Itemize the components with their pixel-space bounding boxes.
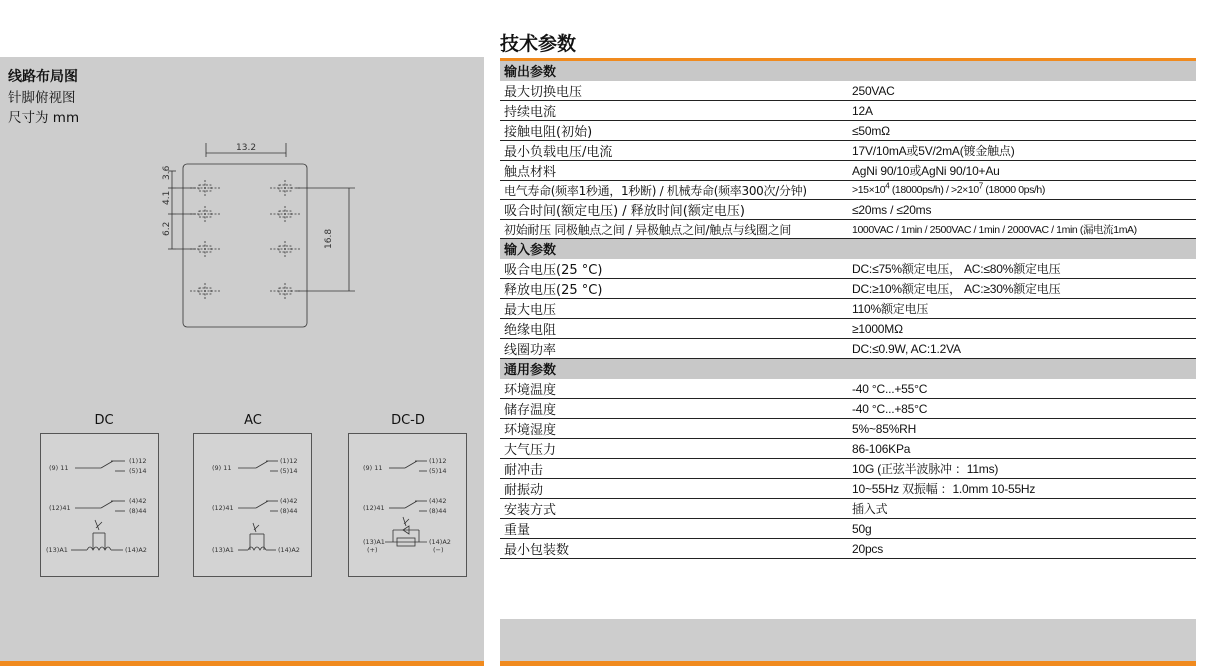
spec-value: 17V/10mA或5V/2mA(镀金触点): [848, 141, 1196, 161]
life-rate: (18000 0ps/h): [982, 184, 1045, 197]
life-electrical: >15×10: [852, 184, 886, 197]
spec-row: [500, 419, 1196, 439]
spec-key: 接触电阻(初始): [500, 121, 848, 141]
pin-label: (8)44: [129, 507, 147, 515]
spec-key: 绝缘电阻: [500, 319, 848, 339]
pin-label: (−): [433, 546, 444, 554]
pin-label: (14)A2: [429, 538, 451, 546]
pin-label: (14)A2: [278, 546, 300, 554]
spec-value: DC:≤0.9W, AC:1.2VA: [848, 339, 1196, 359]
spec-value: DC:≥10%额定电压， AC:≥30%额定电压: [848, 279, 1196, 299]
spec-key: 最大切换电压: [500, 81, 848, 101]
pin-label: (4)42: [429, 497, 447, 505]
spec-row: [500, 319, 1196, 339]
pin-label: (5)14: [429, 467, 447, 475]
spec-row: [500, 161, 1196, 181]
pin-label: (13)A1: [363, 538, 385, 546]
spec-key: 吸合电压(25 °C): [500, 259, 848, 279]
spec-key: 最小负载电压/电流: [500, 141, 848, 161]
circuit-diagram-dc: [40, 433, 159, 577]
pin-layout-diagram: [150, 137, 360, 337]
pin-label: (12)41: [363, 504, 385, 512]
spec-value: DC:≤75%额定电压， AC:≤80%额定电压: [848, 259, 1196, 279]
pin-label: (8)44: [429, 507, 447, 515]
spec-value: AgNi 90/10或AgNi 90/10+Au: [848, 161, 1196, 181]
section-general-title: 通用参数: [500, 359, 1196, 379]
section-output-title: 输出参数: [500, 61, 1196, 81]
spec-row: [500, 339, 1196, 359]
page-title: 技术参数: [500, 33, 577, 55]
spec-key: 重量: [500, 519, 848, 539]
spec-key: 初始耐压 同极触点之间 / 异极触点之间/触点与线圈之间: [500, 220, 848, 239]
pin-label: (1)12: [129, 457, 147, 465]
spec-row: [500, 439, 1196, 459]
pin-label: (+): [367, 546, 378, 554]
spec-value: 12A: [848, 101, 1196, 121]
pin-label: (13)A1: [212, 546, 234, 554]
spec-table: [500, 61, 1196, 559]
spec-value: ≤50mΩ: [848, 121, 1196, 141]
spec-row: [500, 81, 1196, 101]
spec-value: 250VAC: [848, 81, 1196, 101]
circuit-diagram-dc-d: [348, 433, 467, 577]
circuit-diagram-ac: [193, 433, 312, 577]
spec-key: 大气压力: [500, 439, 848, 459]
spec-row: [500, 379, 1196, 399]
pin-label: (12)41: [212, 504, 234, 512]
right-bottom-accent: [500, 661, 1196, 666]
spec-key: 释放电压(25 °C): [500, 279, 848, 299]
spec-row: [500, 181, 1196, 200]
spec-row: [500, 539, 1196, 559]
pin-label: (9) 11: [212, 464, 232, 472]
pin-label: (9) 11: [363, 464, 383, 472]
pin-label: (12)41: [49, 504, 71, 512]
dim-width: 13.2: [236, 143, 257, 153]
spec-key: 耐冲击: [500, 459, 848, 479]
spec-value: 5%~85%RH: [848, 419, 1196, 439]
spec-key: 储存温度: [500, 399, 848, 419]
spec-key: 环境湿度: [500, 419, 848, 439]
wiring-layout-title: 线路布局图: [8, 69, 78, 85]
pin-label: (8)44: [280, 507, 298, 515]
spec-value: -40 °C...+55°C: [848, 379, 1196, 399]
pin-view-subtitle: 针脚俯视图: [8, 90, 76, 106]
spec-key: 电气寿命(频率1秒通，1秒断) / 机械寿命(频率300次/分钟): [500, 181, 848, 200]
left-bottom-accent: [0, 661, 484, 666]
spec-row: [500, 259, 1196, 279]
right-footer-panel: [500, 619, 1196, 661]
units-note: 尺寸为 mm: [8, 110, 80, 126]
dim-c: 6.2: [162, 221, 172, 236]
spec-value: ≤20ms / ≤20ms: [848, 200, 1196, 220]
spec-value: -40 °C...+85°C: [848, 399, 1196, 419]
spec-row: [500, 479, 1196, 499]
spec-row: [500, 399, 1196, 419]
spec-row: [500, 279, 1196, 299]
spec-row: [500, 200, 1196, 220]
circuit-label-ac: AC: [244, 413, 262, 428]
spec-value: 20pcs: [848, 539, 1196, 559]
spec-value: [848, 181, 1196, 200]
spec-value: 110%额定电压: [848, 299, 1196, 319]
spec-value: 86-106KPa: [848, 439, 1196, 459]
pin-label: (14)A2: [125, 546, 147, 554]
spec-value: 50g: [848, 519, 1196, 539]
dim-height: 16.8: [324, 228, 334, 249]
life-mechanical: (18000ps/h) / >2×10: [889, 184, 979, 197]
dim-a: 3.6: [162, 165, 172, 180]
pin-label: (1)12: [429, 457, 447, 465]
spec-row: [500, 220, 1196, 239]
spec-row: [500, 459, 1196, 479]
spec-value: 10G (正弦半波脉冲 ：11ms): [848, 459, 1196, 479]
spec-value: 1000VAC / 1min / 2500VAC / 1min / 2000VAC / 1min (漏电流1mA): [848, 220, 1196, 239]
spec-row: [500, 101, 1196, 121]
spec-key: 安装方式: [500, 499, 848, 519]
spec-key: 吸合时间(额定电压) / 释放时间(额定电压): [500, 200, 848, 220]
section-input-title: 输入参数: [500, 239, 1196, 259]
exponent: 7: [978, 181, 983, 191]
spec-row: [500, 519, 1196, 539]
circuit-label-dc-d: DC-D: [391, 413, 425, 428]
spec-key: 环境温度: [500, 379, 848, 399]
pin-label: (4)42: [129, 497, 147, 505]
spec-key: 持续电流: [500, 101, 848, 121]
pin-label: (1)12: [280, 457, 298, 465]
pin-label: (4)42: [280, 497, 298, 505]
exponent: 4: [885, 181, 890, 191]
circuit-label-dc: DC: [94, 413, 114, 428]
spec-row: [500, 299, 1196, 319]
spec-row: [500, 121, 1196, 141]
spec-value: 10~55Hz 双振幅 ：1.0mm 10-55Hz: [848, 479, 1196, 499]
pin-label: (13)A1: [46, 546, 68, 554]
spec-row: [500, 499, 1196, 519]
pin-label: (5)14: [280, 467, 298, 475]
spec-value: 插入式: [848, 499, 1196, 519]
spec-key: 最大电压: [500, 299, 848, 319]
dim-b: 4.1: [162, 190, 172, 205]
spec-key: 触点材料: [500, 161, 848, 181]
pin-label: (5)14: [129, 467, 147, 475]
spec-key: 耐振动: [500, 479, 848, 499]
spec-row: [500, 141, 1196, 161]
spec-key: 线圈功率: [500, 339, 848, 359]
pin-label: (9) 11: [49, 464, 69, 472]
spec-key: 最小包装数: [500, 539, 848, 559]
spec-value: ≥1000MΩ: [848, 319, 1196, 339]
